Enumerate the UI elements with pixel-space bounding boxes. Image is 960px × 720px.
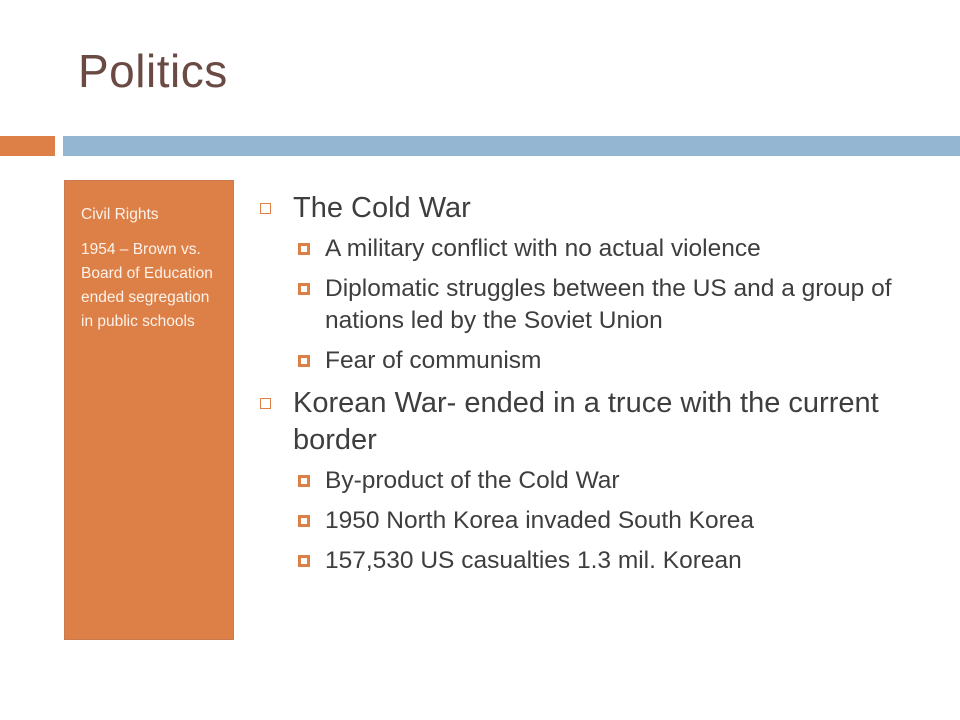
- bullet-content: [258, 190, 938, 585]
- hollow-square-bullet-icon: [260, 203, 271, 214]
- sub-bullet-text: A military conflict with no actual violence: [325, 235, 761, 262]
- sidebar-panel: [64, 180, 234, 640]
- slide-title: Politics: [78, 45, 228, 97]
- bullet-text: The Cold War: [293, 192, 471, 224]
- sub-bullet: [258, 505, 938, 537]
- sub-bullet-text: Fear of communism: [325, 347, 542, 374]
- accent-bar-blue: [63, 136, 960, 156]
- sub-bullet: [258, 465, 938, 497]
- sub-bullet: [258, 233, 938, 265]
- sub-bullet-text: Diplomatic struggles between the US and a group of nations led by the Soviet Union: [325, 275, 892, 334]
- filled-square-bullet-icon: [298, 355, 310, 367]
- bullet-korean-war: [258, 385, 938, 459]
- filled-square-bullet-icon: [298, 475, 310, 487]
- bullet-text: Korean War- ended in a truce with the current border: [293, 387, 879, 456]
- sub-bullet-text: By-product of the Cold War: [325, 467, 620, 494]
- sub-bullet-text: 1950 North Korea invaded South Korea: [325, 507, 755, 534]
- bullet-cold-war: [258, 190, 938, 227]
- sub-bullet: [258, 273, 938, 337]
- sub-bullet: [258, 345, 938, 377]
- sidebar-heading: Civil Rights: [81, 206, 159, 223]
- sub-bullet-text: 157,530 US casualties 1.3 mil. Korean: [325, 547, 742, 574]
- filled-square-bullet-icon: [298, 555, 310, 567]
- accent-bar-orange: [0, 136, 55, 156]
- sub-bullet: [258, 545, 938, 577]
- sidebar-text: 1954 – Brown vs. Board of Education ended segregation in public schools: [81, 241, 213, 330]
- hollow-square-bullet-icon: [260, 398, 271, 409]
- filled-square-bullet-icon: [298, 515, 310, 527]
- filled-square-bullet-icon: [298, 283, 310, 295]
- filled-square-bullet-icon: [298, 243, 310, 255]
